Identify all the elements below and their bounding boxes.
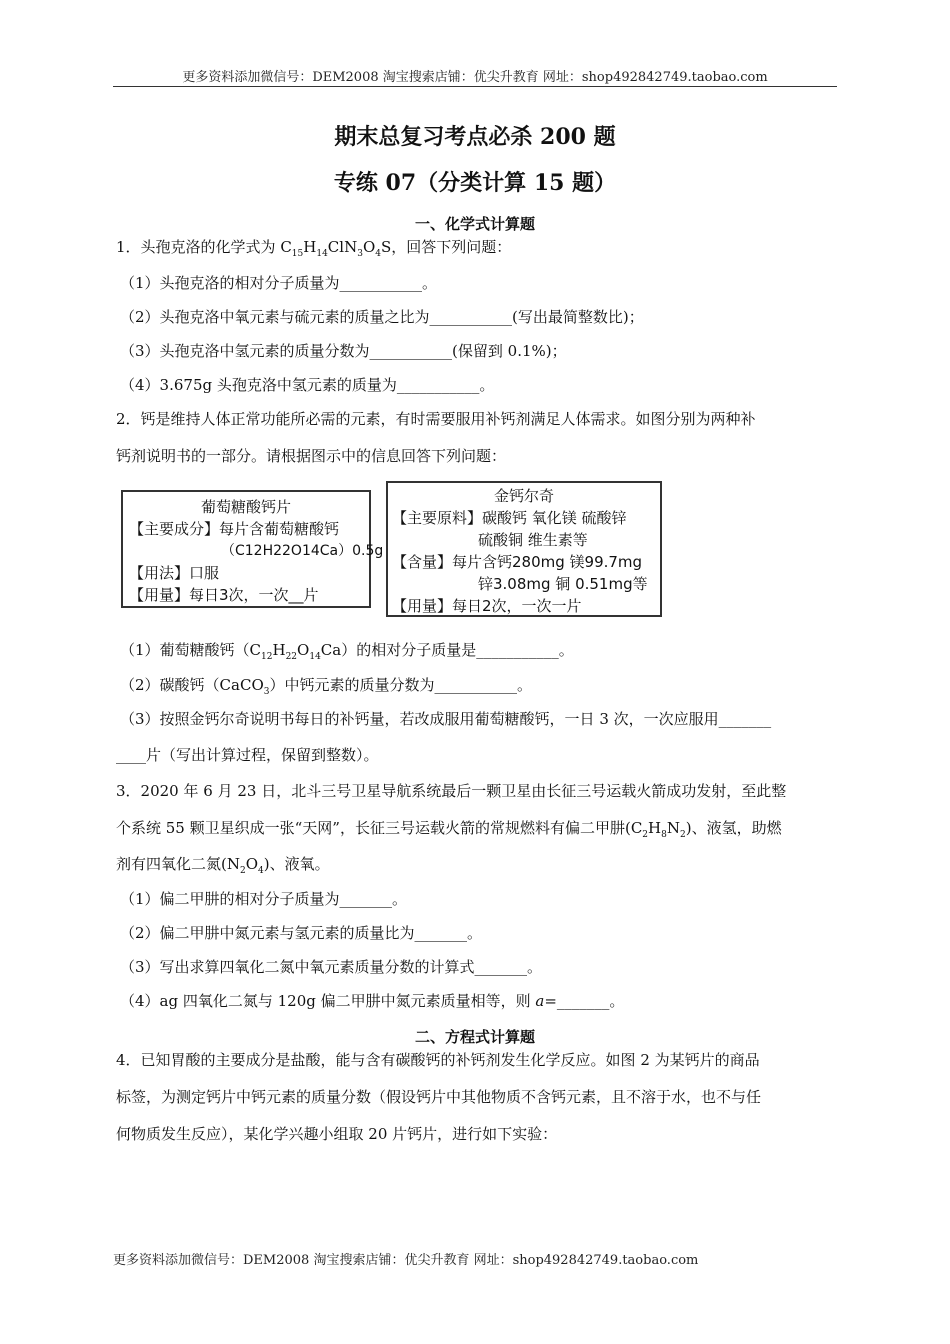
q2-line-1: 2．钙是维持人体正常功能所必需的元素，有时需要服用补钙剂满足人体需求。如图分别为两种补 [116, 410, 756, 428]
box-a-row-3: 【用法】口服 [129, 564, 220, 582]
box-b-row-4: 锌3.08mg 铜 0.51mg等 [478, 575, 648, 593]
box-a-row-4: 【用量】每日3次，一次__片 [129, 586, 319, 604]
q2-sub-3-line-2: ____片（写出计算过程，保留到整数）。 [116, 746, 379, 764]
q1-stem: 1．头孢克洛的化学式为 $C_{15}H_{14}ClN_3O_4S$，回答下列问题： [116, 238, 512, 259]
q3-sub-2: （2）偏二甲肼中氮元素与氢元素的质量比为_______。 [120, 924, 483, 942]
box-b-row-1: 【主要原料】碳酸钙 氧化镁 硫酸锌 [392, 509, 627, 527]
q3-line-1: 3．2020 年 6 月 23 日，北斗三号卫星导航系统最后一颗卫星由长征三号运载火箭成功发射，至此整 [116, 782, 787, 800]
q1-sub-3: （3）头孢克洛中氢元素的质量分数为___________(保留到 0.1%)； [120, 342, 567, 360]
box-a-row-1: 【主要成分】每片含葡萄糖酸钙 [129, 520, 340, 538]
q4-line-1: 4．已知胃酸的主要成分是盐酸，能与含有碳酸钙的补钙剂发生化学反应。如图 2 为某钙片的商品 [116, 1051, 760, 1069]
q1-sub-4: （4）3.675g 头孢克洛中氢元素的质量为___________。 [120, 376, 495, 394]
section-2-heading: 二、方程式计算题 [414, 1028, 535, 1046]
q3-line-3: 剂有四氧化二氮$(N_2O_4)$、液氧。 [116, 855, 330, 876]
q1-sub-1: （1）头孢克洛的相对分子质量为___________。 [120, 274, 438, 292]
box-b-row-2: 硫酸铜 维生素等 [478, 531, 588, 549]
main-title: 期末总复习考点必杀 200 题 [334, 124, 616, 150]
q3-sub-1: （1）偏二甲肼的相对分子质量为_______。 [120, 890, 408, 908]
box-a-title: 葡萄糖酸钙片 [200, 498, 291, 516]
box-b-title: 金钙尔奇 [493, 487, 554, 505]
q3-line-2: 个系统 55 颗卫星织成一张“天网”，长征三号运载火箭的常规燃料有偏二甲肼$(C_2H_8N_2)$、液氢，助燃 [116, 819, 782, 840]
q2-line-2: 钙剂说明书的一部分。请根据图示中的信息回答下列问题： [116, 447, 507, 465]
q2-sub-3-line-1: （3）按照金钙尔奇说明书每日的补钙量，若改成服用葡萄糖酸钙，一日 3 次，一次应服用_______ [120, 710, 772, 728]
q4-line-2: 标签，为测定钙片中钙元素的质量分数（假设钙片中其他物质不含钙元素，且不溶于水，也不与任 [116, 1088, 762, 1106]
q4-line-3: 何物质发生反应），某化学兴趣小组取 20 片钙片，进行如下实验： [116, 1125, 558, 1143]
q1-sub-2: （2）头孢克洛中氧元素与硫元素的质量之比为___________(写出最简整数比)； [120, 308, 644, 326]
q2-sub-2: （2）碳酸钙（CaCO$_3$）中钙元素的质量分数为___________。 [120, 676, 532, 697]
page-footer: 更多资料添加微信号：DEM2008 淘宝搜索店铺：优尖升教育 网址：shop492842749.taobao.com [113, 1253, 699, 1268]
label-box-caltrate [386, 481, 662, 617]
section-1-heading: 一、化学式计算题 [414, 215, 535, 233]
q3-sub-3: （3）写出求算四氧化二氮中氧元素质量分数的计算式_______。 [120, 958, 543, 976]
page-header: 更多资料添加微信号：DEM2008 淘宝搜索店铺：优尖升教育 网址：shop492842749.taobao.com [182, 70, 768, 85]
box-a-row-2: （C12H22O14Ca）0.5g [221, 543, 384, 559]
q2-sub-1: （1）葡萄糖酸钙$(C_{12}H_{22}O_{14}Ca)$的相对分子质量是___________。 [120, 641, 574, 662]
header-divider [113, 86, 837, 87]
sub-title: 专练 07（分类计算 15 题） [333, 170, 617, 196]
box-b-row-3: 【含量】每片含钙280mg 镁99.7mg [392, 553, 643, 571]
label-box-calcium-gluconate [121, 490, 384, 608]
box-b-row-5: 【用量】每日2次，一次一片 [392, 597, 582, 615]
q3-sub-4: （4）ag 四氧化二氮与 120g 偏二甲肼中氮元素质量相等，则 a=_______。 [120, 992, 625, 1010]
